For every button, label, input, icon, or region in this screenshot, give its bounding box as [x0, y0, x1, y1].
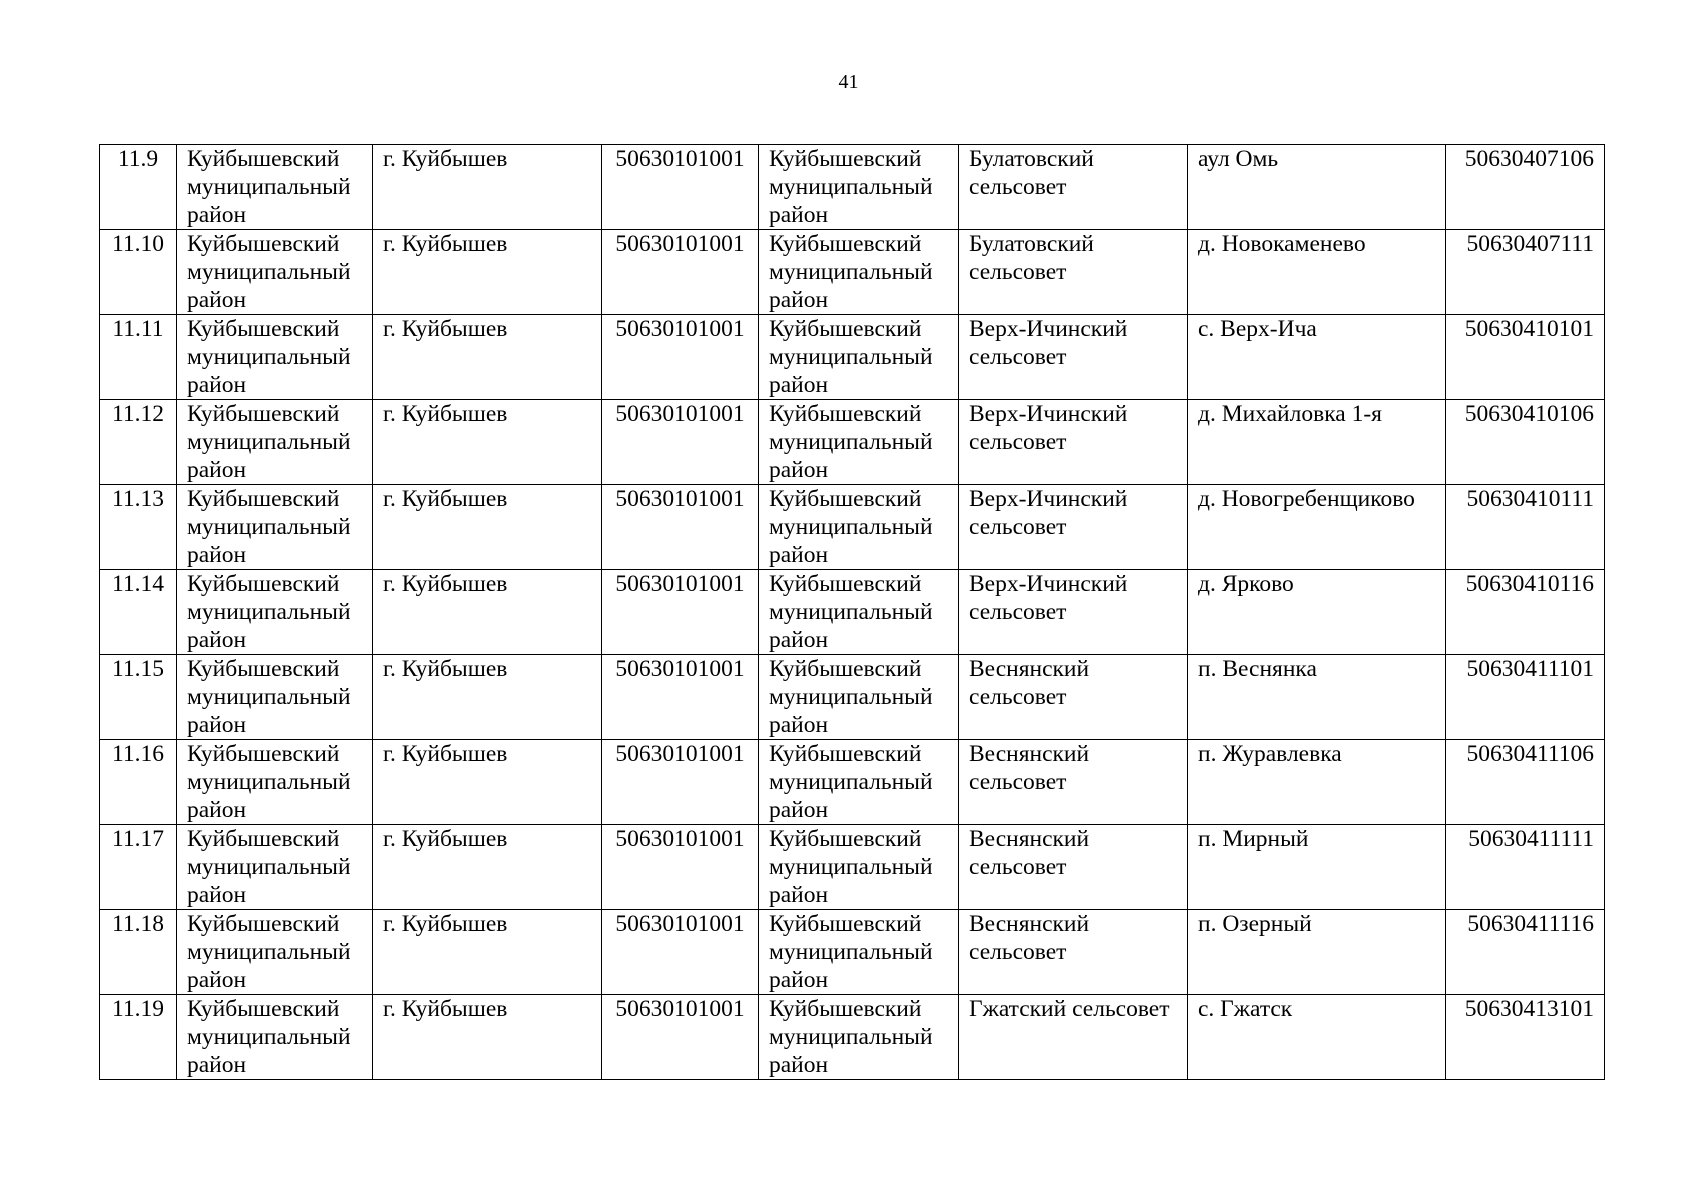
- oktmo-cell: 50630101001: [602, 740, 759, 825]
- district-secondary-cell: Куйбышевский муниципальный район: [759, 315, 959, 400]
- settlement-oktmo-cell: 50630407106: [1446, 145, 1605, 230]
- table-row: [100, 315, 1605, 400]
- oktmo-cell: 50630101001: [602, 995, 759, 1080]
- council-cell: Булатовский сельсовет: [959, 145, 1188, 230]
- city-cell: г. Куйбышев: [373, 825, 602, 910]
- council-cell: Верх-Ичинский сельсовет: [959, 400, 1188, 485]
- table-row: [100, 910, 1605, 995]
- table-row: [100, 145, 1605, 230]
- settlement-oktmo-cell: 50630407111: [1446, 230, 1605, 315]
- city-cell: г. Куйбышев: [373, 315, 602, 400]
- district-cell: Куйбышевский муниципальный район: [177, 570, 373, 655]
- city-cell: г. Куйбышев: [373, 910, 602, 995]
- district-secondary-cell: Куйбышевский муниципальный район: [759, 400, 959, 485]
- council-cell: Верх-Ичинский сельсовет: [959, 570, 1188, 655]
- table-row: [100, 740, 1605, 825]
- table-row: [100, 400, 1605, 485]
- row-number-cell: 11.16: [100, 740, 177, 825]
- row-number-cell: 11.14: [100, 570, 177, 655]
- oktmo-cell: 50630101001: [602, 655, 759, 740]
- settlement-cell: д. Ярково: [1188, 570, 1446, 655]
- table-row: [100, 485, 1605, 570]
- settlement-cell: д. Новогребенщиково: [1188, 485, 1446, 570]
- council-cell: Веснянский сельсовет: [959, 740, 1188, 825]
- oktmo-cell: 50630101001: [602, 570, 759, 655]
- settlement-cell: п. Мирный: [1188, 825, 1446, 910]
- row-number-cell: 11.15: [100, 655, 177, 740]
- district-cell: Куйбышевский муниципальный район: [177, 910, 373, 995]
- table-row: [100, 570, 1605, 655]
- oktmo-cell: 50630101001: [602, 230, 759, 315]
- settlement-cell: п. Озерный: [1188, 910, 1446, 995]
- settlement-cell: д. Новокаменево: [1188, 230, 1446, 315]
- district-cell: Куйбышевский муниципальный район: [177, 995, 373, 1080]
- oktmo-cell: 50630101001: [602, 145, 759, 230]
- row-number-cell: 11.10: [100, 230, 177, 315]
- settlement-oktmo-cell: 50630411111: [1446, 825, 1605, 910]
- district-secondary-cell: Куйбышевский муниципальный район: [759, 655, 959, 740]
- district-cell: Куйбышевский муниципальный район: [177, 655, 373, 740]
- district-secondary-cell: Куйбышевский муниципальный район: [759, 570, 959, 655]
- oktmo-cell: 50630101001: [602, 400, 759, 485]
- settlement-oktmo-cell: 50630413101: [1446, 995, 1605, 1080]
- district-cell: Куйбышевский муниципальный район: [177, 485, 373, 570]
- district-cell: Куйбышевский муниципальный район: [177, 400, 373, 485]
- council-cell: Верх-Ичинский сельсовет: [959, 485, 1188, 570]
- settlement-cell: п. Веснянка: [1188, 655, 1446, 740]
- settlement-oktmo-cell: 50630411116: [1446, 910, 1605, 995]
- district-cell: Куйбышевский муниципальный район: [177, 825, 373, 910]
- city-cell: г. Куйбышев: [373, 995, 602, 1080]
- row-number-cell: 11.9: [100, 145, 177, 230]
- council-cell: Верх-Ичинский сельсовет: [959, 315, 1188, 400]
- row-number-cell: 11.12: [100, 400, 177, 485]
- city-cell: г. Куйбышев: [373, 485, 602, 570]
- settlement-oktmo-cell: 50630410116: [1446, 570, 1605, 655]
- district-secondary-cell: Куйбышевский муниципальный район: [759, 485, 959, 570]
- district-secondary-cell: Куйбышевский муниципальный район: [759, 230, 959, 315]
- district-cell: Куйбышевский муниципальный район: [177, 315, 373, 400]
- district-secondary-cell: Куйбышевский муниципальный район: [759, 145, 959, 230]
- city-cell: г. Куйбышев: [373, 145, 602, 230]
- settlement-cell: с. Верх-Ича: [1188, 315, 1446, 400]
- council-cell: Веснянский сельсовет: [959, 655, 1188, 740]
- city-cell: г. Куйбышев: [373, 570, 602, 655]
- settlement-oktmo-cell: 50630411101: [1446, 655, 1605, 740]
- council-cell: Булатовский сельсовет: [959, 230, 1188, 315]
- row-number-cell: 11.19: [100, 995, 177, 1080]
- row-number-cell: 11.13: [100, 485, 177, 570]
- settlement-cell: с. Гжатск: [1188, 995, 1446, 1080]
- row-number-cell: 11.11: [100, 315, 177, 400]
- page-number: 41: [838, 71, 859, 93]
- city-cell: г. Куйбышев: [373, 655, 602, 740]
- oktmo-cell: 50630101001: [602, 485, 759, 570]
- settlement-cell: п. Журавлевка: [1188, 740, 1446, 825]
- oktmo-cell: 50630101001: [602, 315, 759, 400]
- oktmo-cell: 50630101001: [602, 825, 759, 910]
- row-number-cell: 11.17: [100, 825, 177, 910]
- row-number-cell: 11.18: [100, 910, 177, 995]
- settlement-oktmo-cell: 50630410101: [1446, 315, 1605, 400]
- district-cell: Куйбышевский муниципальный район: [177, 145, 373, 230]
- district-cell: Куйбышевский муниципальный район: [177, 230, 373, 315]
- district-secondary-cell: Куйбышевский муниципальный район: [759, 910, 959, 995]
- council-cell: Веснянский сельсовет: [959, 910, 1188, 995]
- table-row: [100, 825, 1605, 910]
- city-cell: г. Куйбышев: [373, 230, 602, 315]
- settlement-cell: аул Омь: [1188, 145, 1446, 230]
- table-row: [100, 230, 1605, 315]
- district-cell: Куйбышевский муниципальный район: [177, 740, 373, 825]
- district-secondary-cell: Куйбышевский муниципальный район: [759, 825, 959, 910]
- settlement-oktmo-cell: 50630411106: [1446, 740, 1605, 825]
- district-secondary-cell: Куйбышевский муниципальный район: [759, 740, 959, 825]
- city-cell: г. Куйбышев: [373, 400, 602, 485]
- table-body: [100, 145, 1605, 1080]
- district-secondary-cell: Куйбышевский муниципальный район: [759, 995, 959, 1080]
- council-cell: Веснянский сельсовет: [959, 825, 1188, 910]
- table-row: [100, 655, 1605, 740]
- settlement-oktmo-cell: 50630410111: [1446, 485, 1605, 570]
- settlements-table: [99, 144, 1605, 1080]
- settlement-oktmo-cell: 50630410106: [1446, 400, 1605, 485]
- city-cell: г. Куйбышев: [373, 740, 602, 825]
- council-cell: Гжатский сельсовет: [959, 995, 1188, 1080]
- table-row: [100, 995, 1605, 1080]
- oktmo-cell: 50630101001: [602, 910, 759, 995]
- settlement-cell: д. Михайловка 1-я: [1188, 400, 1446, 485]
